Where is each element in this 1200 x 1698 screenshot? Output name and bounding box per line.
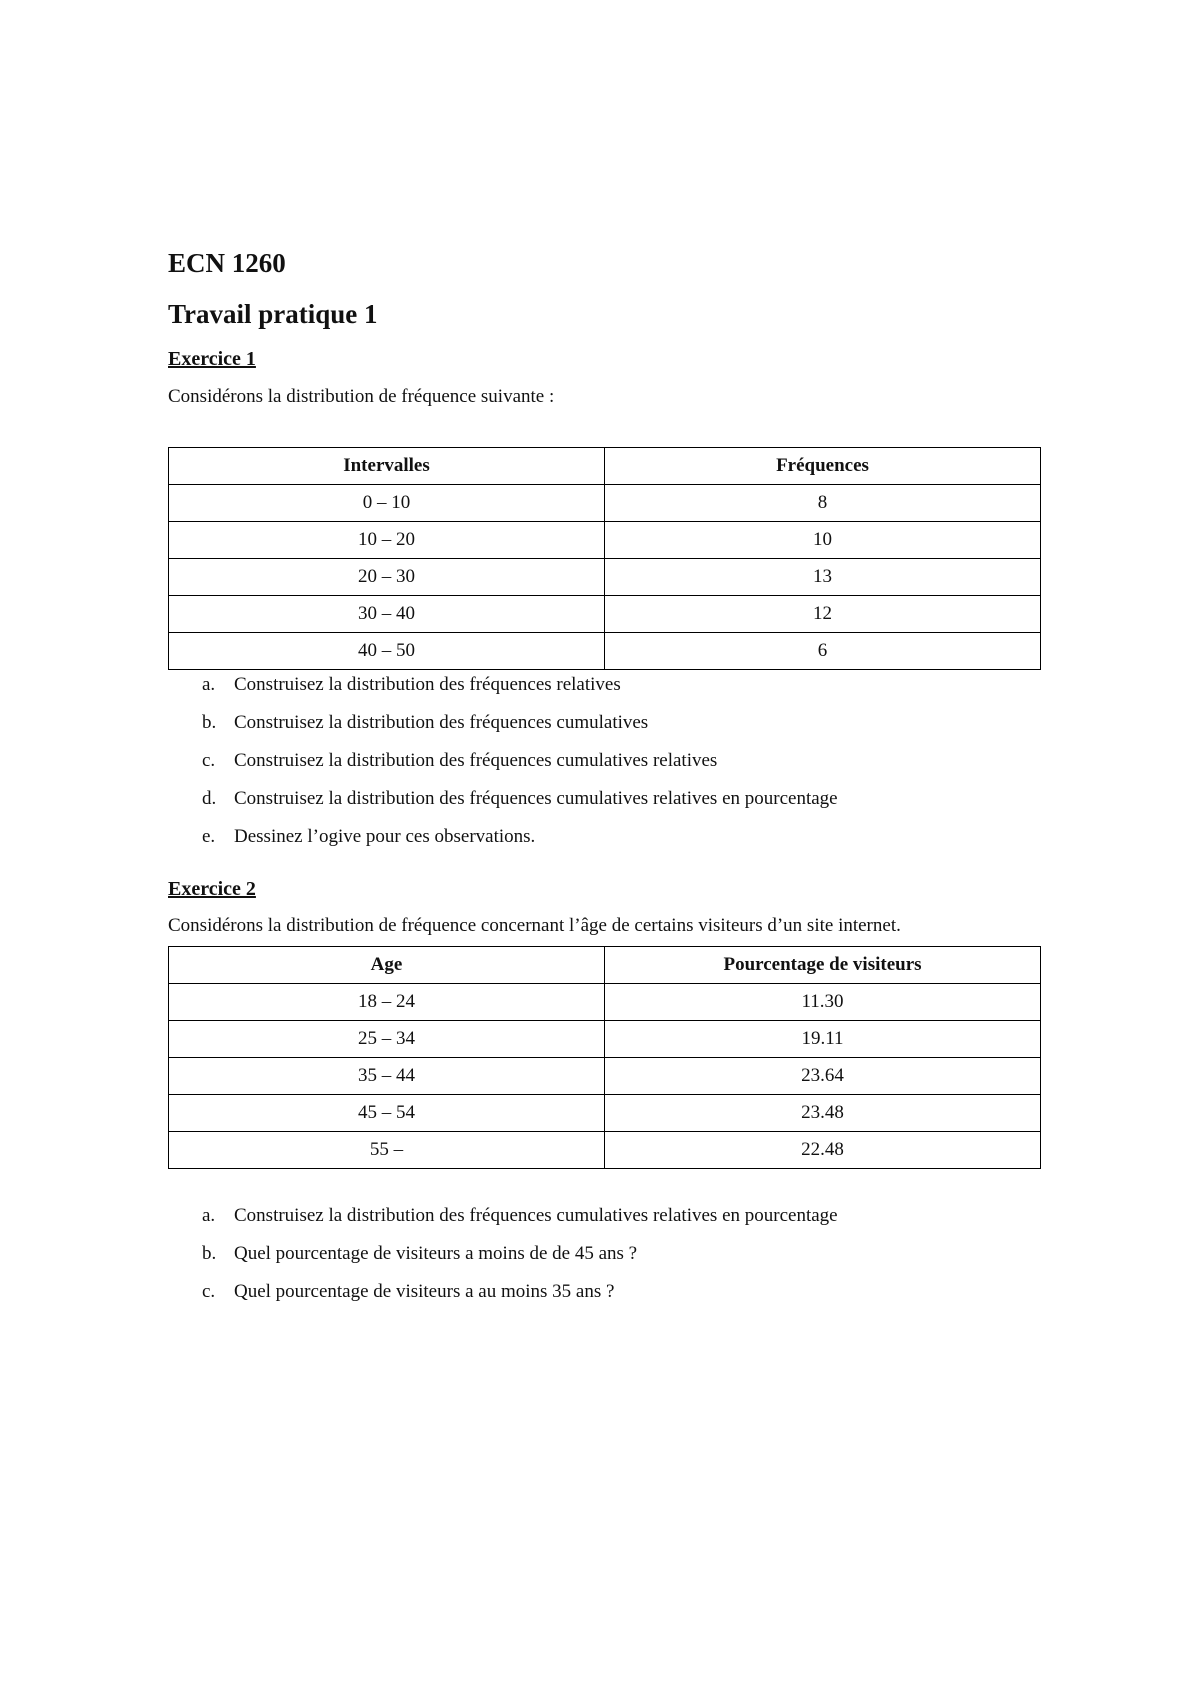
question-text: Quel pourcentage de visiteurs a moins de de 45 ans ? <box>234 1243 638 1264</box>
table-cell: 25 – 34 <box>169 1021 605 1058</box>
table-cell: 18 – 24 <box>169 984 605 1021</box>
table-row <box>169 633 1041 670</box>
exercise-2-questions <box>168 1203 1040 1317</box>
exercise-1-heading: Exercice 1 <box>168 348 256 370</box>
table-cell: 0 – 10 <box>169 485 605 522</box>
table-cell: 10 <box>605 522 1041 559</box>
list-marker: a. <box>202 1205 216 1226</box>
question-text: Construisez la distribution des fréquences cumulatives relatives en pourcentage <box>234 788 838 809</box>
page-title: Travail pratique 1 <box>168 299 378 329</box>
question-text: Construisez la distribution des fréquences cumulatives relatives en pourcentage <box>234 1205 838 1226</box>
table-row <box>169 485 1041 522</box>
table-cell: 23.64 <box>605 1058 1041 1095</box>
table-row <box>169 984 1041 1021</box>
exercise-2-intro: Considérons la distribution de fréquence concernant l’âge de certains visiteurs d’un site internet. <box>168 915 901 936</box>
table-row <box>169 1058 1041 1095</box>
table-cell: 19.11 <box>605 1021 1041 1058</box>
exercise-1-table <box>168 447 1041 670</box>
list-item <box>168 748 1040 786</box>
exercise-1-questions <box>168 672 1040 862</box>
table-cell: 13 <box>605 559 1041 596</box>
table-cell: 30 – 40 <box>169 596 605 633</box>
table-cell: 20 – 30 <box>169 559 605 596</box>
table-header-row <box>169 448 1041 485</box>
column-header-frequences: Fréquences <box>605 448 1041 485</box>
list-item <box>168 786 1040 824</box>
table-row <box>169 1095 1041 1132</box>
question-text: Dessinez l’ogive pour ces observations. <box>234 826 536 847</box>
list-marker: e. <box>202 826 216 847</box>
column-header-age: Age <box>169 947 605 984</box>
question-text: Construisez la distribution des fréquences relatives <box>234 674 621 695</box>
table-cell: 45 – 54 <box>169 1095 605 1132</box>
exercise-1-intro: Considérons la distribution de fréquence suivante : <box>168 386 555 407</box>
table-cell: 6 <box>605 633 1041 670</box>
table-cell: 12 <box>605 596 1041 633</box>
list-item <box>168 710 1040 748</box>
table-row <box>169 559 1041 596</box>
list-item <box>168 1241 1040 1279</box>
list-marker: b. <box>202 1243 217 1264</box>
table-row <box>169 522 1041 559</box>
list-marker: b. <box>202 712 217 733</box>
table-cell: 35 – 44 <box>169 1058 605 1095</box>
column-header-pourcentage: Pourcentage de visiteurs <box>605 947 1041 984</box>
table-header-row <box>169 947 1041 984</box>
list-marker: c. <box>202 750 216 771</box>
table-cell: 23.48 <box>605 1095 1041 1132</box>
table-cell: 10 – 20 <box>169 522 605 559</box>
list-item <box>168 672 1040 710</box>
list-marker: a. <box>202 674 216 695</box>
document-page <box>168 245 1040 1317</box>
list-item <box>168 1203 1040 1241</box>
question-text: Quel pourcentage de visiteurs a au moins 35 ans ? <box>234 1281 615 1302</box>
table-row <box>169 596 1041 633</box>
table-cell: 55 – <box>169 1132 605 1169</box>
exercise-2-table <box>168 946 1041 1169</box>
list-marker: d. <box>202 788 217 809</box>
question-text: Construisez la distribution des fréquences cumulatives <box>234 712 649 733</box>
column-header-intervalles: Intervalles <box>169 448 605 485</box>
table-cell: 11.30 <box>605 984 1041 1021</box>
exercise-2-heading: Exercice 2 <box>168 878 256 900</box>
table-row <box>169 1132 1041 1169</box>
table-cell: 40 – 50 <box>169 633 605 670</box>
table-cell: 22.48 <box>605 1132 1041 1169</box>
table-cell: 8 <box>605 485 1041 522</box>
list-marker: c. <box>202 1281 216 1302</box>
question-text: Construisez la distribution des fréquences cumulatives relatives <box>234 750 718 771</box>
table-row <box>169 1021 1041 1058</box>
course-code: ECN 1260 <box>168 248 286 278</box>
list-item <box>168 1279 1040 1317</box>
list-item <box>168 824 1040 862</box>
